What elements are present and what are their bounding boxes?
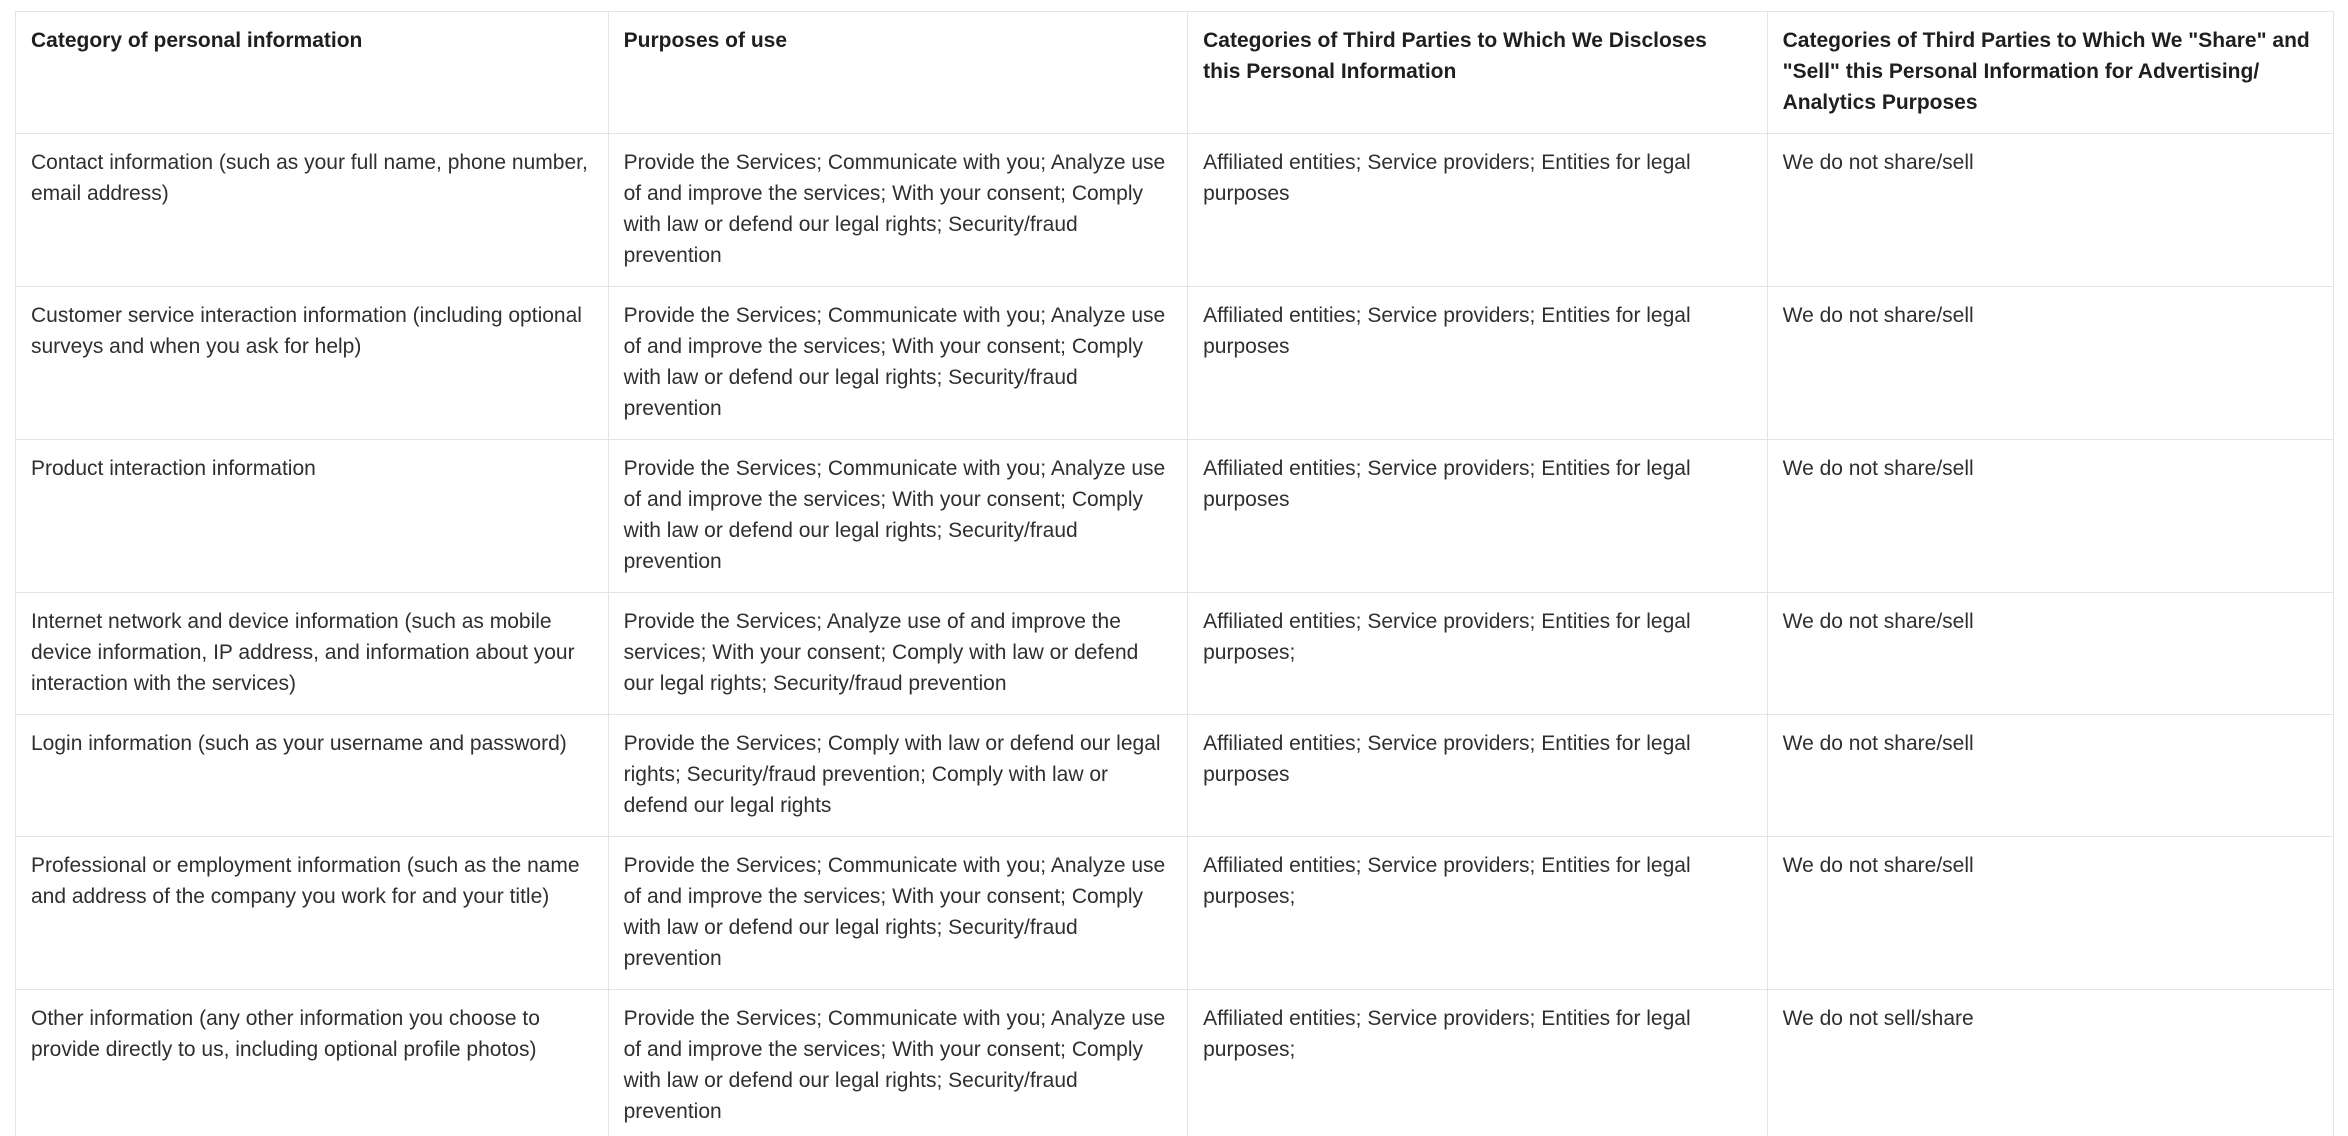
table-cell: We do not share/sell: [1767, 134, 2333, 287]
table-cell: Provide the Services; Communicate with you; Analyze use of and improve the services; With your consent; Comply with law or defend our legal rights; Security/fraud prevention: [608, 134, 1188, 287]
table-cell: We do not share/sell: [1767, 593, 2333, 715]
table-cell: Affiliated entities; Service providers; Entities for legal purposes;: [1188, 990, 1768, 1136]
table-cell: Customer service interaction information (including optional surveys and when you ask for help): [16, 287, 609, 440]
table-cell: Affiliated entities; Service providers; Entities for legal purposes: [1188, 715, 1768, 837]
table-row: [16, 287, 2334, 440]
table-cell: Product interaction information: [16, 440, 609, 593]
table-cell: Provide the Services; Analyze use of and improve the services; With your consent; Comply with law or defend our legal rights; Security/fraud prevention: [608, 593, 1188, 715]
table-cell: We do not share/sell: [1767, 287, 2333, 440]
table-cell: We do not share/sell: [1767, 715, 2333, 837]
table-cell: Contact information (such as your full name, phone number, email address): [16, 134, 609, 287]
table-cell: Affiliated entities; Service providers; Entities for legal purposes;: [1188, 593, 1768, 715]
table-cell: Affiliated entities; Service providers; Entities for legal purposes: [1188, 287, 1768, 440]
table-row: [16, 134, 2334, 287]
table-row: [16, 990, 2334, 1136]
column-header: Purposes of use: [608, 12, 1188, 134]
column-header: Categories of Third Parties to Which We Discloses this Personal Information: [1188, 12, 1768, 134]
table-row: [16, 593, 2334, 715]
table-cell: Provide the Services; Communicate with you; Analyze use of and improve the services; With your consent; Comply with law or defend our legal rights; Security/fraud prevention: [608, 990, 1188, 1136]
table-cell: Other information (any other information you choose to provide directly to us, including optional profile photos): [16, 990, 609, 1136]
header-row: [16, 12, 2334, 134]
table-row: [16, 715, 2334, 837]
table-cell: Affiliated entities; Service providers; Entities for legal purposes: [1188, 134, 1768, 287]
column-header: Categories of Third Parties to Which We "Share" and "Sell" this Personal Information for Advertising/ Analytics Purposes: [1767, 12, 2333, 134]
personal-information-disclosure-table: [15, 11, 2334, 1136]
table-cell: Provide the Services; Comply with law or defend our legal rights; Security/fraud prevention; Comply with law or defend our legal rights: [608, 715, 1188, 837]
table-row: [16, 837, 2334, 990]
table-head: [16, 12, 2334, 134]
table-cell: Login information (such as your username and password): [16, 715, 609, 837]
table-body: [16, 134, 2334, 1136]
table-cell: Affiliated entities; Service providers; Entities for legal purposes;: [1188, 837, 1768, 990]
table-cell: Provide the Services; Communicate with you; Analyze use of and improve the services; With your consent; Comply with law or defend our legal rights; Security/fraud prevention: [608, 287, 1188, 440]
table-cell: Provide the Services; Communicate with you; Analyze use of and improve the services; With your consent; Comply with law or defend our legal rights; Security/fraud prevention: [608, 440, 1188, 593]
table-cell: Provide the Services; Communicate with you; Analyze use of and improve the services; With your consent; Comply with law or defend our legal rights; Security/fraud prevention: [608, 837, 1188, 990]
column-header: Category of personal information: [16, 12, 609, 134]
table-cell: Professional or employment information (such as the name and address of the company you work for and your title): [16, 837, 609, 990]
table-cell: We do not share/sell: [1767, 837, 2333, 990]
table-row: [16, 440, 2334, 593]
table-cell: We do not sell/share: [1767, 990, 2333, 1136]
table-cell: Affiliated entities; Service providers; Entities for legal purposes: [1188, 440, 1768, 593]
table-cell: We do not share/sell: [1767, 440, 2333, 593]
table-cell: Internet network and device information (such as mobile device information, IP address, and information about your interaction with the services): [16, 593, 609, 715]
